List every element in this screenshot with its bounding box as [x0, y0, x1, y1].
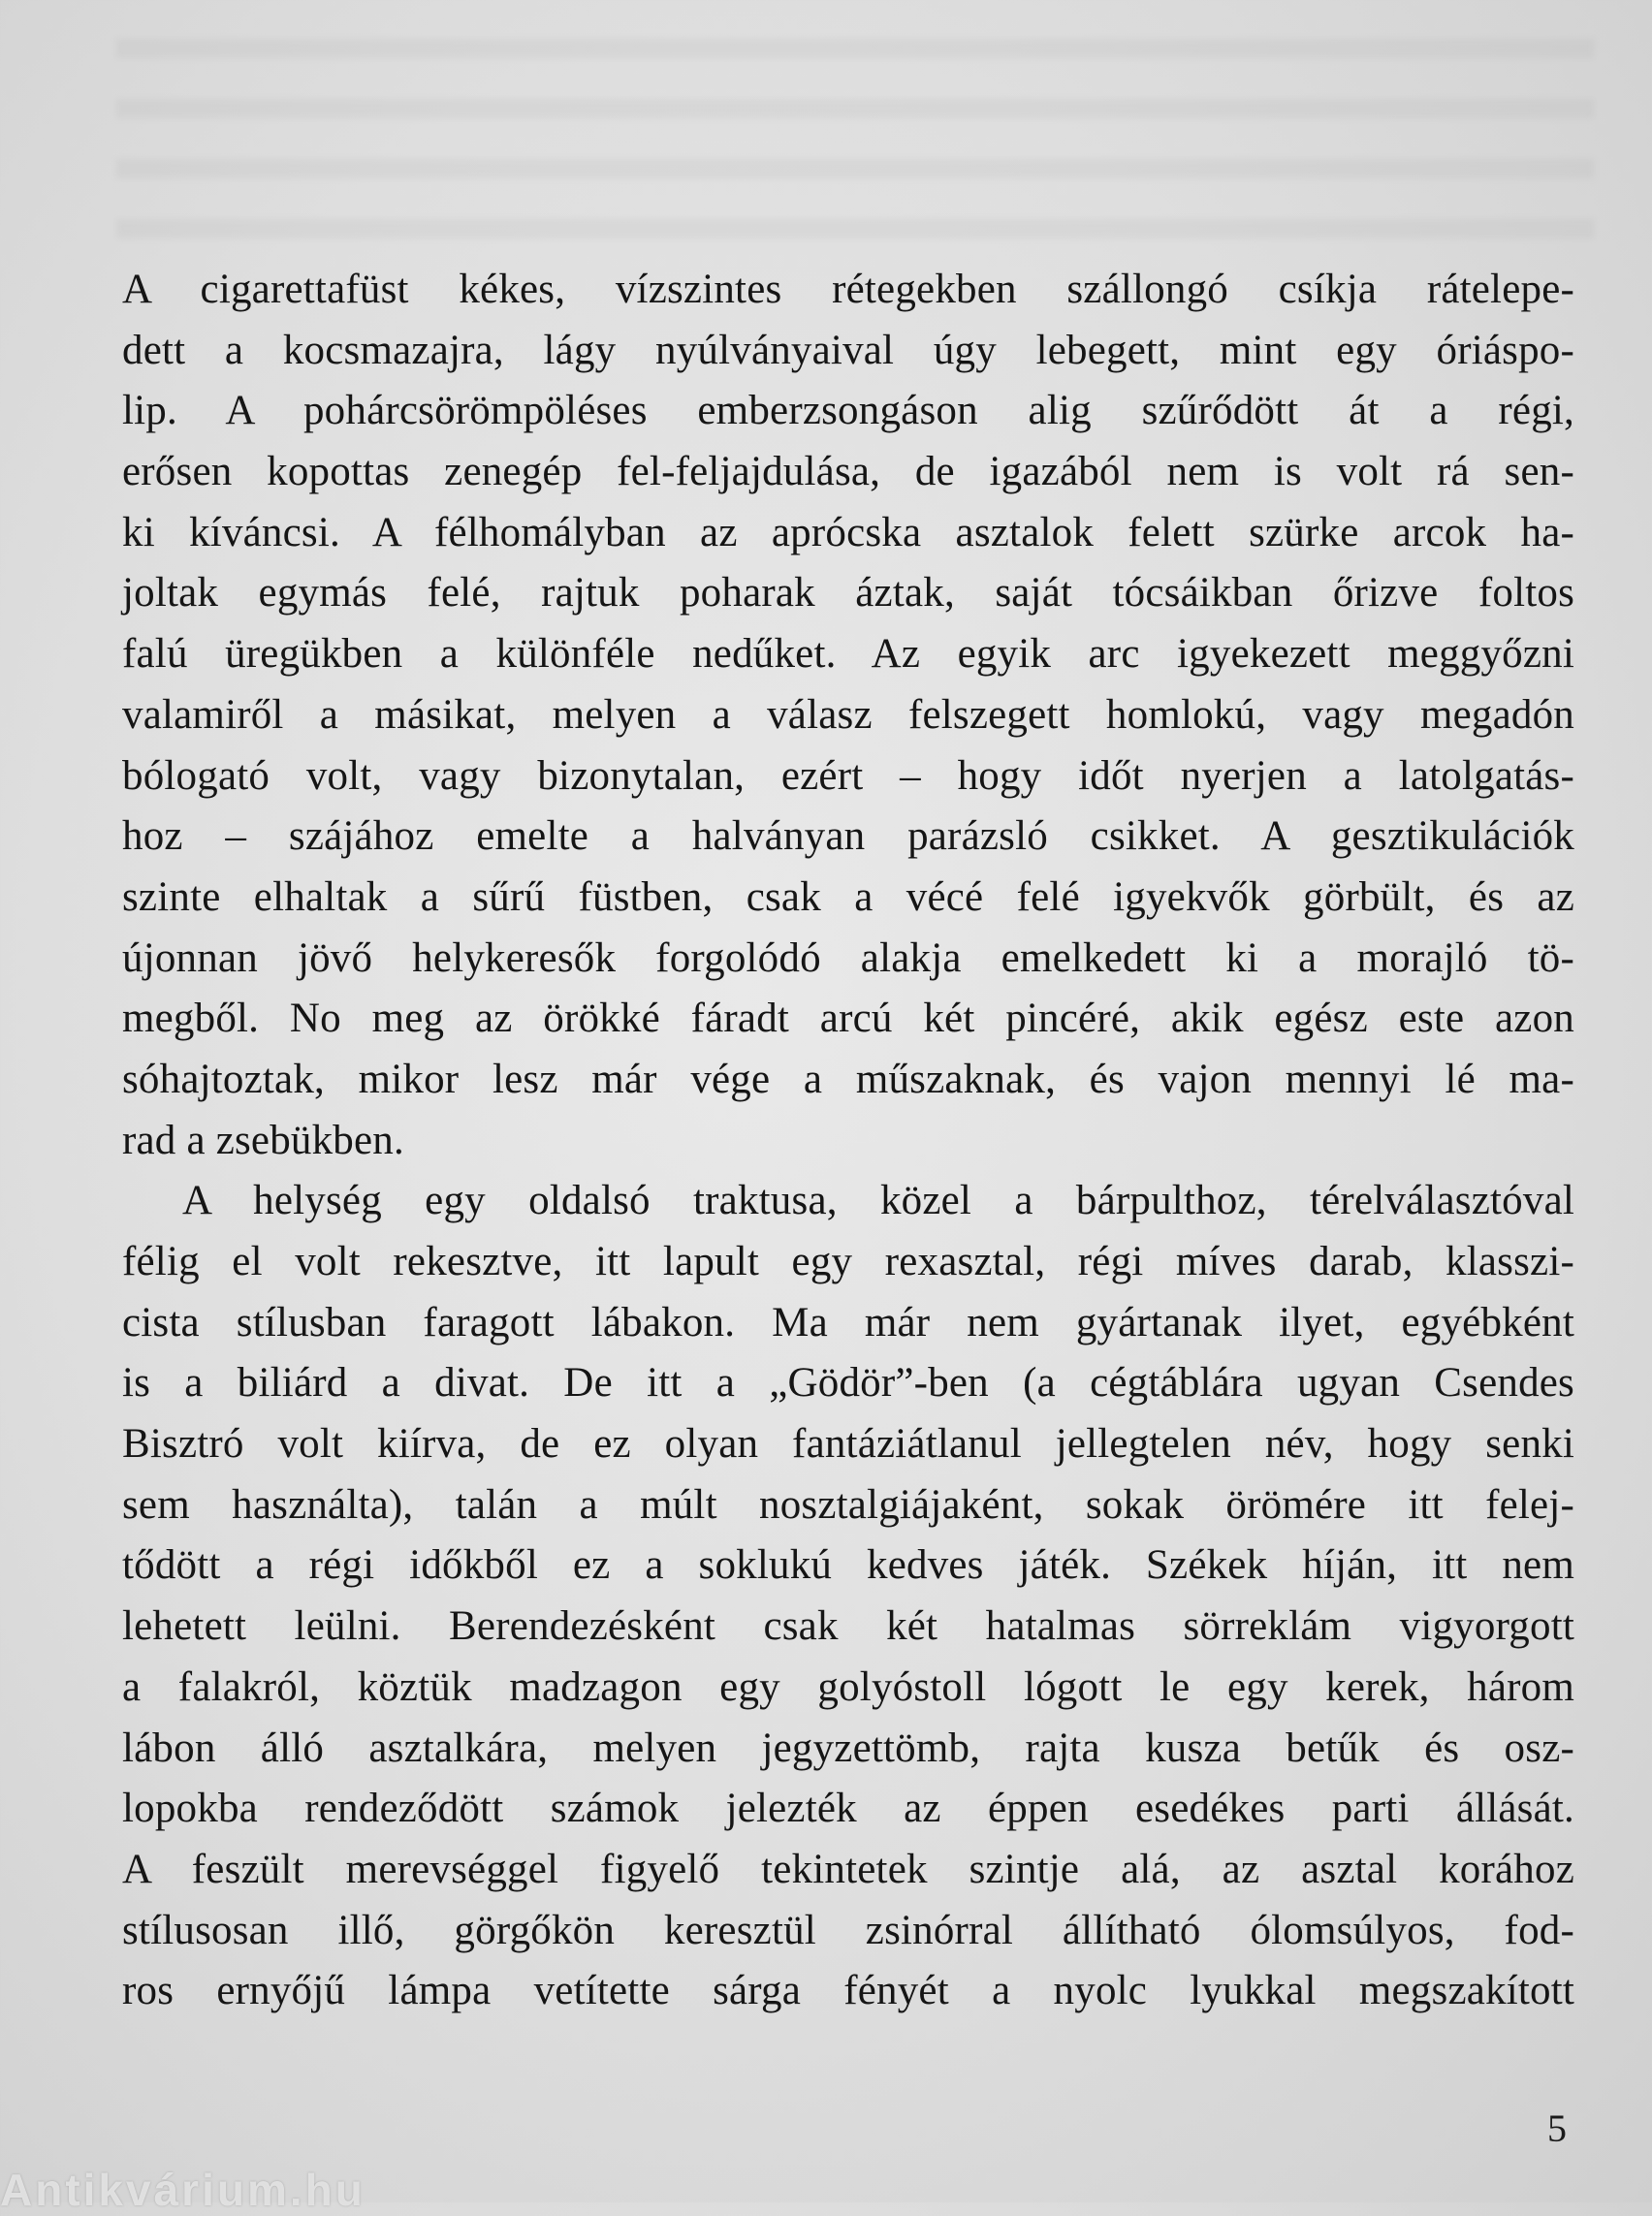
text-line: is a biliárd a divat. De itt a „Gödör”-ben (a cégtáblára ugyan Csendes	[122, 1360, 1574, 1407]
text-line: bólogató volt, vagy bizonytalan, ezért – hogy időt nyerjen a latolgatás-	[122, 752, 1574, 799]
text-line: a falakról, köztük madzagon egy golyóstoll lógott le egy kerek, három	[122, 1663, 1574, 1710]
text-line: lábon álló asztalkára, melyen jegyzettömb, rajta kusza betűk és osz-	[122, 1725, 1574, 1771]
text-line: ros ernyőjű lámpa vetítette sárga fényét a nyolc lyukkal megszakított	[122, 1968, 1574, 2014]
paragraph	[122, 260, 1574, 1171]
text-line: rad a zsebükben.	[122, 1117, 404, 1163]
text-line: ki kíváncsi. A félhomályban az aprócska asztalok felett szürke arcok ha-	[122, 509, 1574, 555]
watermark: Antikvárium.hu	[0, 2165, 365, 2215]
text-line: A helység egy oldalsó traktusa, közel a bárpulthoz, térelválasztóval	[182, 1178, 1574, 1224]
text-line: félig el volt rekesztve, itt lapult egy rexasztal, régi míves darab, klasszi-	[122, 1239, 1574, 1284]
text-line: szinte elhaltak a sűrű füstben, csak a vécé felé igyekvők görbült, és az	[122, 873, 1574, 920]
text-line: valamiről a másikat, melyen a válasz felszegett homlokú, vagy megadón	[122, 691, 1574, 738]
text-line: lopokba rendeződött számok jelezték az éppen esedékes parti állását.	[122, 1786, 1574, 1832]
text-line: stílusosan illő, görgőkön keresztül zsinórral állítható ólomsúlyos, fod-	[122, 1907, 1574, 1953]
text-line: A cigarettafüst kékes, vízszintes rétegekben szállongó csíkja rátelepe-	[122, 267, 1574, 312]
text-line: sóhajtoztak, mikor lesz már vége a műszaknak, és vajon mennyi lé ma-	[122, 1056, 1574, 1102]
text-line: joltak egymás felé, rajtuk poharak áztak, saját tócsáikban őrizve foltos	[122, 570, 1574, 617]
text-line: dett a kocsmazajra, lágy nyúlványaival úgy lebegett, mint egy óriáspo-	[122, 327, 1574, 373]
text-line: sem használta), talán a múlt nosztalgiájaként, sokak örömére itt felej-	[122, 1481, 1574, 1528]
text-line: A feszült merevséggel figyelő tekintetek szintje alá, az asztal korához	[122, 1846, 1574, 1892]
page-number: 5	[1547, 2106, 1567, 2150]
text-line: lehetett leülni. Berendezésként csak két hatalmas sörreklám vigyorgott	[122, 1603, 1574, 1650]
text-line: tődött a régi időkből ez a soklukú kedves játék. Székek híján, itt nem	[122, 1542, 1574, 1589]
bleed-through-text	[116, 0, 1594, 242]
body-text	[122, 260, 1574, 2022]
text-line: lip. A pohárcsörömpöléses emberzsongáson alig szűrődött át a régi,	[122, 388, 1574, 434]
text-line: újonnan jövő helykeresők forgolódó alakja emelkedett ki a morajló tö-	[122, 934, 1574, 981]
text-line: cista stílusban faragott lábakon. Ma már nem gyártanak ilyet, egyébként	[122, 1299, 1574, 1345]
paragraph	[122, 1171, 1574, 2022]
text-line: erősen kopottas zenegép fel-feljajdulása, de igazából nem is volt rá sen-	[122, 449, 1574, 495]
text-line: hoz – szájához emelte a halványan parázsló csikket. A gesztikulációk	[122, 813, 1574, 860]
text-line: falú üregükben a különféle nedűket. Az egyik arc igyekezett meggyőzni	[122, 631, 1574, 678]
text-line: megből. No meg az örökké fáradt arcú két pincéré, akik egész este azon	[122, 996, 1574, 1042]
text-line: Bisztró volt kiírva, de ez olyan fantáziátlanul jellegtelen név, hogy senki	[122, 1421, 1574, 1468]
